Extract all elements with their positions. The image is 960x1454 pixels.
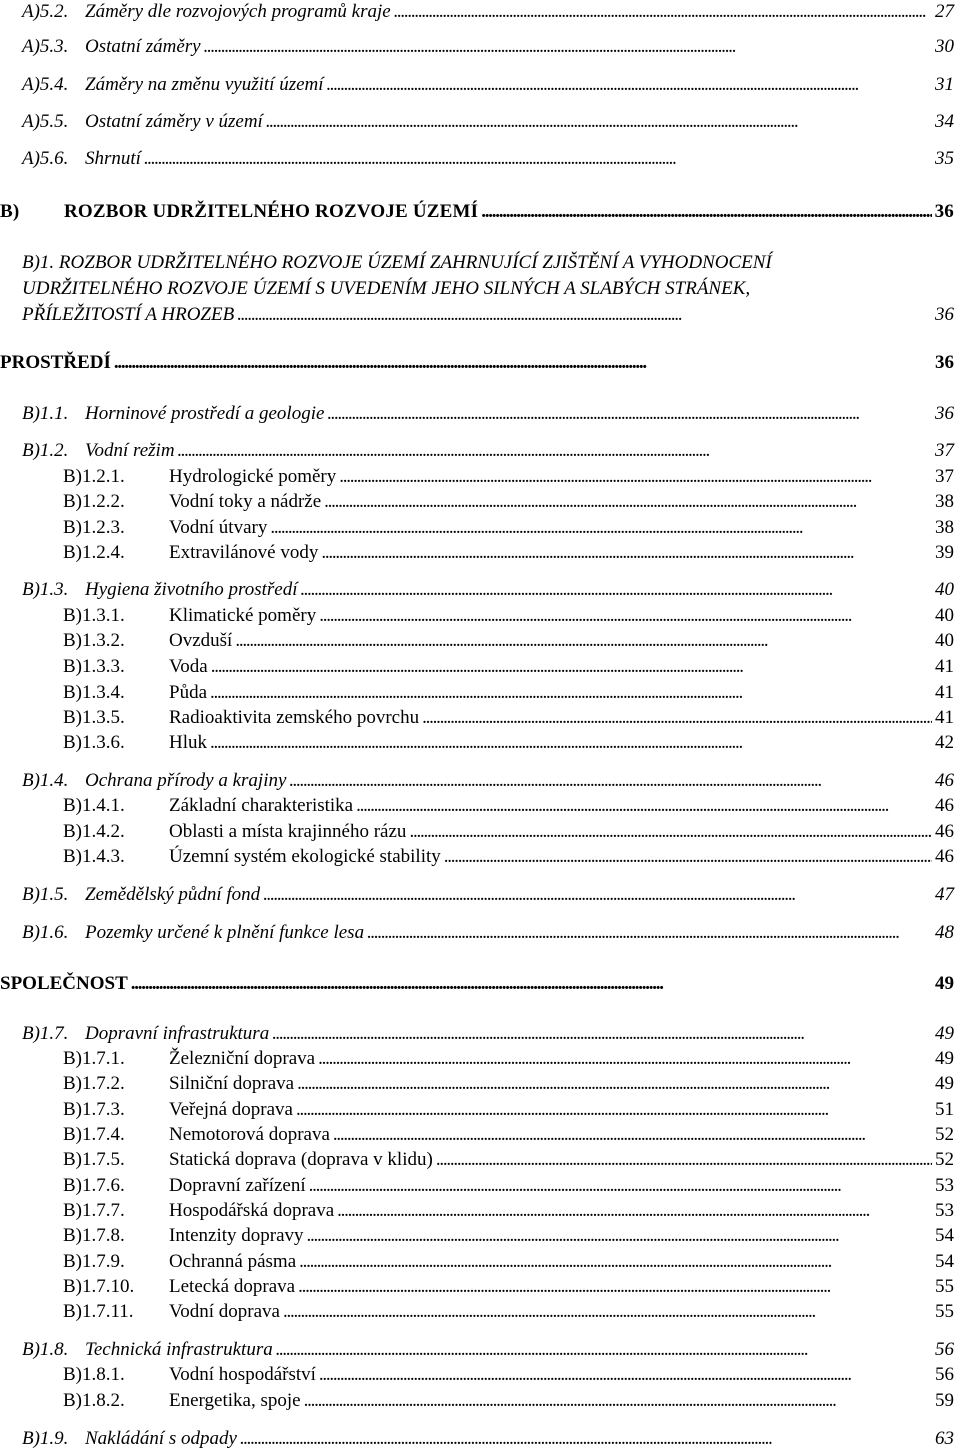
toc-subentry[interactable] (63, 1300, 954, 1324)
toc-entry-title: Ochrana přírody a krajiny (85, 770, 287, 791)
toc-entry-title: Statická doprava (doprava v klidu) (169, 1149, 433, 1170)
toc-entry-number: B)1.3.1. (63, 605, 125, 626)
toc-entry-page: 52 (935, 1124, 954, 1145)
toc-entry-title: Hluk (169, 732, 207, 753)
leader-dots (301, 578, 933, 602)
toc-entry-page: 36 (934, 201, 954, 222)
toc-entry-title: Dopravní infrastruktura (85, 1023, 270, 1044)
leader-dots (237, 302, 932, 328)
toc-entry-title: Letecká doprava (169, 1276, 296, 1297)
toc-subentry[interactable] (63, 604, 954, 628)
toc-entry-number: B)1.7.8. (63, 1225, 125, 1246)
toc-entry[interactable] (22, 35, 954, 59)
toc-entry-title: Extravilánové vody (169, 542, 319, 563)
toc-entry-page: 51 (935, 1099, 954, 1120)
toc-entry-page: 27 (935, 1, 954, 22)
toc-entry-title: Hospodářská doprava (169, 1200, 335, 1221)
toc-entry-number: B)1.7.5. (63, 1149, 125, 1170)
toc-entry-page: 49 (935, 973, 954, 994)
leader-dots (178, 439, 932, 463)
toc-entry[interactable] (22, 439, 954, 463)
toc-entry-title: Nakládání s odpady (85, 1428, 237, 1449)
toc-subentry[interactable] (63, 516, 954, 540)
toc-entry-page: 34 (935, 111, 954, 132)
leader-dots (266, 110, 932, 134)
toc-entry-page: 39 (935, 542, 954, 563)
leader-dots (444, 845, 932, 869)
toc-entry-page: 47 (935, 884, 954, 905)
toc-entry-page: 49 (935, 1048, 954, 1069)
toc-entry-title: Voda (169, 656, 208, 677)
toc-subentry[interactable] (63, 541, 954, 565)
toc-entry-number: B)1.7.7. (63, 1200, 125, 1221)
toc-section-heading[interactable] (0, 972, 954, 996)
toc-entry[interactable] (22, 1338, 954, 1362)
toc-entry-page: 59 (935, 1390, 954, 1411)
toc-subentry[interactable] (63, 1047, 954, 1071)
toc-entry-number: B)1.1. (22, 403, 69, 424)
leader-dots (481, 200, 931, 224)
toc-entry-page: 31 (935, 74, 954, 95)
leader-dots (296, 1098, 932, 1122)
leader-dots (272, 1022, 932, 1046)
toc-entry-title: Energetika, spoje (169, 1390, 301, 1411)
toc-subentry[interactable] (63, 490, 954, 514)
toc-entry-title: Intenzity dopravy (169, 1225, 304, 1246)
toc-entry-number: B)1.3.6. (63, 732, 125, 753)
toc-entry-number: B)1.4.2. (63, 821, 125, 842)
toc-entry-number: B)1.2. (22, 440, 69, 461)
leader-dots (367, 921, 932, 945)
toc-entry-title: Horninové prostředí a geologie (85, 403, 325, 424)
toc-subentry[interactable] (63, 1389, 954, 1413)
toc-entry-title: Technická infrastruktura (85, 1339, 273, 1360)
toc-entry-title: Veřejná doprava (169, 1099, 293, 1120)
toc-entry-page: 37 (935, 466, 954, 487)
leader-dots (211, 655, 932, 679)
toc-entry-number: A)5.4. (22, 74, 69, 95)
toc-entry-number: A)5.2. (22, 1, 69, 22)
toc-subentry[interactable] (63, 1199, 954, 1223)
leader-dots (319, 1363, 932, 1387)
toc-entry-title: Ochranná pásma (169, 1251, 297, 1272)
toc-entry-number: B)1.7.6. (63, 1175, 125, 1196)
leader-dots (114, 351, 932, 375)
toc-section-heading[interactable] (0, 200, 954, 224)
toc-subentry[interactable] (63, 794, 954, 818)
toc-entry-page: 38 (935, 491, 954, 512)
toc-entry-title: Dopravní zařízení (169, 1175, 306, 1196)
toc-subentry[interactable] (63, 731, 954, 755)
toc-entry-multiline[interactable] (22, 250, 954, 328)
toc-entry-number: B)1.8.1. (63, 1364, 125, 1385)
toc-entry-title: Radioaktivita zemského povrchu (169, 707, 420, 728)
toc-entry-number: B)1.9. (22, 1428, 69, 1449)
leader-dots (204, 35, 932, 59)
toc-entry-page: 41 (935, 682, 954, 703)
toc-entry-number: B)1.4.1. (63, 795, 125, 816)
toc-entry-page: 37 (935, 440, 954, 461)
toc-entry-number: B)1.7.3. (63, 1099, 125, 1120)
toc-entry[interactable] (22, 110, 954, 134)
toc-entry[interactable] (22, 921, 954, 945)
toc-entry-title: Nemotorová doprava (169, 1124, 330, 1145)
leader-dots (299, 1250, 932, 1274)
toc-entry[interactable] (22, 73, 954, 97)
toc-subentry[interactable] (63, 1123, 954, 1147)
toc-entry[interactable] (22, 1022, 954, 1046)
toc-entry-number: B)1.7.2. (63, 1073, 125, 1094)
toc-subentry[interactable] (63, 1072, 954, 1096)
toc-entry-page: 49 (935, 1023, 954, 1044)
toc-entry-page: 38 (935, 517, 954, 538)
toc-entry-number: A)5.3. (22, 36, 69, 57)
toc-entry-number: B)1.7.1. (63, 1048, 125, 1069)
toc-subentry[interactable] (63, 820, 954, 844)
toc-entry-page: 53 (935, 1200, 954, 1221)
toc-entry-page: 36 (935, 304, 954, 325)
toc-entry-number: B)1.3.2. (63, 630, 125, 651)
toc-subentry[interactable] (63, 1098, 954, 1122)
toc-entry[interactable] (22, 1427, 954, 1451)
toc-subentry[interactable] (63, 1224, 954, 1248)
toc-subentry[interactable] (63, 655, 954, 679)
toc-entry-title: Pozemky určené k plnění funkce lesa (85, 922, 365, 943)
toc-entry-number: B)1.7.9. (63, 1251, 125, 1272)
toc-entry-number: A)5.5. (22, 111, 69, 132)
toc-entry[interactable] (22, 769, 954, 793)
toc-entry-title: Ostatní záměry (85, 36, 201, 57)
leader-dots (436, 1148, 932, 1172)
toc-entry-title: Zemědělský půdní fond (85, 884, 261, 905)
toc-entry-number: B)1.3.5. (63, 707, 125, 728)
toc-entry-title: Ovzduší (169, 630, 233, 651)
toc-entry[interactable] (22, 0, 954, 24)
toc-entry-title: Oblasti a místa krajinného rázu (169, 821, 407, 842)
toc-entry-page: 41 (935, 656, 954, 677)
leader-dots (283, 1300, 932, 1324)
toc-entry-page: 40 (935, 579, 954, 600)
toc-entry-title: SPOLEČNOST (0, 973, 128, 994)
toc-entry-title: Územní systém ekologické stability (169, 846, 441, 867)
leader-dots (321, 541, 932, 565)
toc-entry-page: 40 (935, 630, 954, 651)
toc-entry-title: Železniční doprava (169, 1048, 316, 1069)
toc-subentry[interactable] (63, 629, 954, 653)
leader-dots (240, 1427, 932, 1451)
toc-entry-number: B)1.7.10. (63, 1276, 135, 1297)
toc-entry-number: B)1.8. (22, 1339, 69, 1360)
toc-entry-number: B)1.2.4. (63, 542, 125, 563)
toc-entry-title: Ostatní záměry v území (85, 111, 263, 132)
leader-dots (289, 769, 932, 793)
toc-entry-page: 56 (935, 1339, 954, 1360)
toc-entry-page: 54 (935, 1251, 954, 1272)
toc-entry-page: 35 (935, 148, 954, 169)
toc-entry-number: B)1.3.4. (63, 682, 125, 703)
toc-entry-title: Půda (169, 682, 207, 703)
toc-entry-title: Vodní útvary (169, 517, 268, 538)
toc-entry-page: 46 (935, 795, 954, 816)
toc-entry-page: 46 (935, 821, 954, 842)
toc-entry-page: 49 (935, 1073, 954, 1094)
toc-subentry[interactable] (63, 681, 954, 705)
toc-entry-title: Klimatické poměry (169, 605, 317, 626)
toc-entry-page: 52 (935, 1149, 954, 1170)
toc-subentry[interactable] (63, 1275, 954, 1299)
leader-dots (319, 604, 932, 628)
leader-dots (297, 1072, 932, 1096)
leader-dots (235, 629, 932, 653)
leader-dots (422, 706, 932, 730)
toc-entry-page: 53 (935, 1175, 954, 1196)
leader-dots (210, 731, 932, 755)
leader-dots (276, 1338, 932, 1362)
toc-entry-number: B)1.2.1. (63, 466, 125, 487)
toc-entry-number: B)1.2.3. (63, 517, 125, 538)
toc-entry[interactable] (22, 883, 954, 907)
toc-subentry[interactable] (63, 1148, 954, 1172)
toc-entry-title: PROSTŘEDÍ (0, 352, 111, 373)
toc-entry-page: 54 (935, 1225, 954, 1246)
leader-dots (263, 883, 932, 907)
toc-entry-number: B)1.4.3. (63, 846, 125, 867)
leader-dots (144, 147, 932, 171)
toc-entry-page: 41 (935, 707, 954, 728)
leader-dots (339, 465, 932, 489)
leader-dots (327, 402, 932, 426)
toc-entry[interactable] (22, 578, 954, 602)
toc-entry-page: 56 (935, 1364, 954, 1385)
toc-subentry[interactable] (63, 845, 954, 869)
toc-entry-title-line: UDRŽITELNÉHO ROZVOJE ÚZEMÍ S UVEDENÍM JEHO SILNÝCH A SLABÝCH STRÁNEK, (22, 278, 751, 299)
toc-entry-number: A)5.6. (22, 148, 69, 169)
leader-dots (337, 1199, 932, 1223)
toc-entry-page: 46 (935, 846, 954, 867)
toc-entry-title-line: PŘÍLEŽITOSTÍ A HROZEB (22, 304, 235, 325)
toc-subentry[interactable] (63, 1363, 954, 1387)
toc-entry-number: B)1.2.2. (63, 491, 125, 512)
leader-dots (131, 972, 932, 996)
toc-subentry[interactable] (63, 465, 954, 489)
toc-entry-page: 36 (935, 352, 954, 373)
toc-entry-title: Základní charakteristika (169, 795, 354, 816)
toc-entry-title: Vodní toky a nádrže (169, 491, 322, 512)
toc-entry-page: 55 (935, 1301, 954, 1322)
toc-entry-number: B)1.5. (22, 884, 69, 905)
leader-dots (304, 1389, 932, 1413)
toc-entry-page: 42 (935, 732, 954, 753)
toc-entry-title: Vodní režim (85, 440, 175, 461)
toc-entry[interactable] (22, 147, 954, 171)
toc-entry-page: 63 (935, 1428, 954, 1449)
toc-entry-page: 46 (935, 770, 954, 791)
toc-entry-page: 40 (935, 605, 954, 626)
toc-entry-number: B)1.7.4. (63, 1124, 125, 1145)
toc-entry-number: B) (0, 201, 20, 222)
toc-entry-title: Vodní doprava (169, 1301, 280, 1322)
toc-entry-number: B)1.8.2. (63, 1390, 125, 1411)
toc-entry-page: 36 (935, 403, 954, 424)
leader-dots (394, 0, 932, 24)
toc-subentry[interactable] (63, 706, 954, 730)
leader-dots (327, 73, 932, 97)
toc-entry-title-line: B)1. ROZBOR UDRŽITELNÉHO ROZVOJE ÚZEMÍ ZAHRNUJÍCÍ ZJIŠTĚNÍ A VYHODNOCENÍ (22, 252, 772, 273)
toc-entry-page: 30 (935, 36, 954, 57)
leader-dots (409, 820, 932, 844)
toc-entry-number: B)1.3.3. (63, 656, 125, 677)
leader-dots (270, 516, 932, 540)
toc-subentry[interactable] (63, 1174, 954, 1198)
toc-entry-number: B)1.4. (22, 770, 69, 791)
leader-dots (309, 1174, 932, 1198)
toc-section-heading[interactable] (0, 351, 954, 375)
toc-entry-number: B)1.7. (22, 1023, 69, 1044)
toc-entry-number: B)1.6. (22, 922, 69, 943)
leader-dots (298, 1275, 932, 1299)
toc-entry-title: Shrnutí (85, 148, 141, 169)
toc-entry-title: Hydrologické poměry (169, 466, 337, 487)
toc-entry[interactable] (22, 402, 954, 426)
toc-entry-page: 55 (935, 1276, 954, 1297)
toc-entry-title: Silniční doprava (169, 1073, 295, 1094)
leader-dots (318, 1047, 932, 1071)
toc-entry-title: Hygiena životního prostředí (85, 579, 298, 600)
toc-entry-title: Vodní hospodářství (169, 1364, 316, 1385)
toc-entry-title: Záměry dle rozvojových programů kraje (85, 1, 391, 22)
toc-subentry[interactable] (63, 1250, 954, 1274)
toc-entry-title: ROZBOR UDRŽITELNÉHO ROZVOJE ÚZEMÍ (64, 201, 479, 222)
leader-dots (324, 490, 932, 514)
leader-dots (333, 1123, 932, 1147)
toc-entry-number: B)1.7.11. (63, 1301, 134, 1322)
toc-entry-page: 48 (935, 922, 954, 943)
toc-entry-number: B)1.3. (22, 579, 69, 600)
toc-entry-title: Záměry na změnu využití území (85, 74, 324, 95)
leader-dots (210, 681, 932, 705)
leader-dots (307, 1224, 932, 1248)
leader-dots (356, 794, 932, 818)
